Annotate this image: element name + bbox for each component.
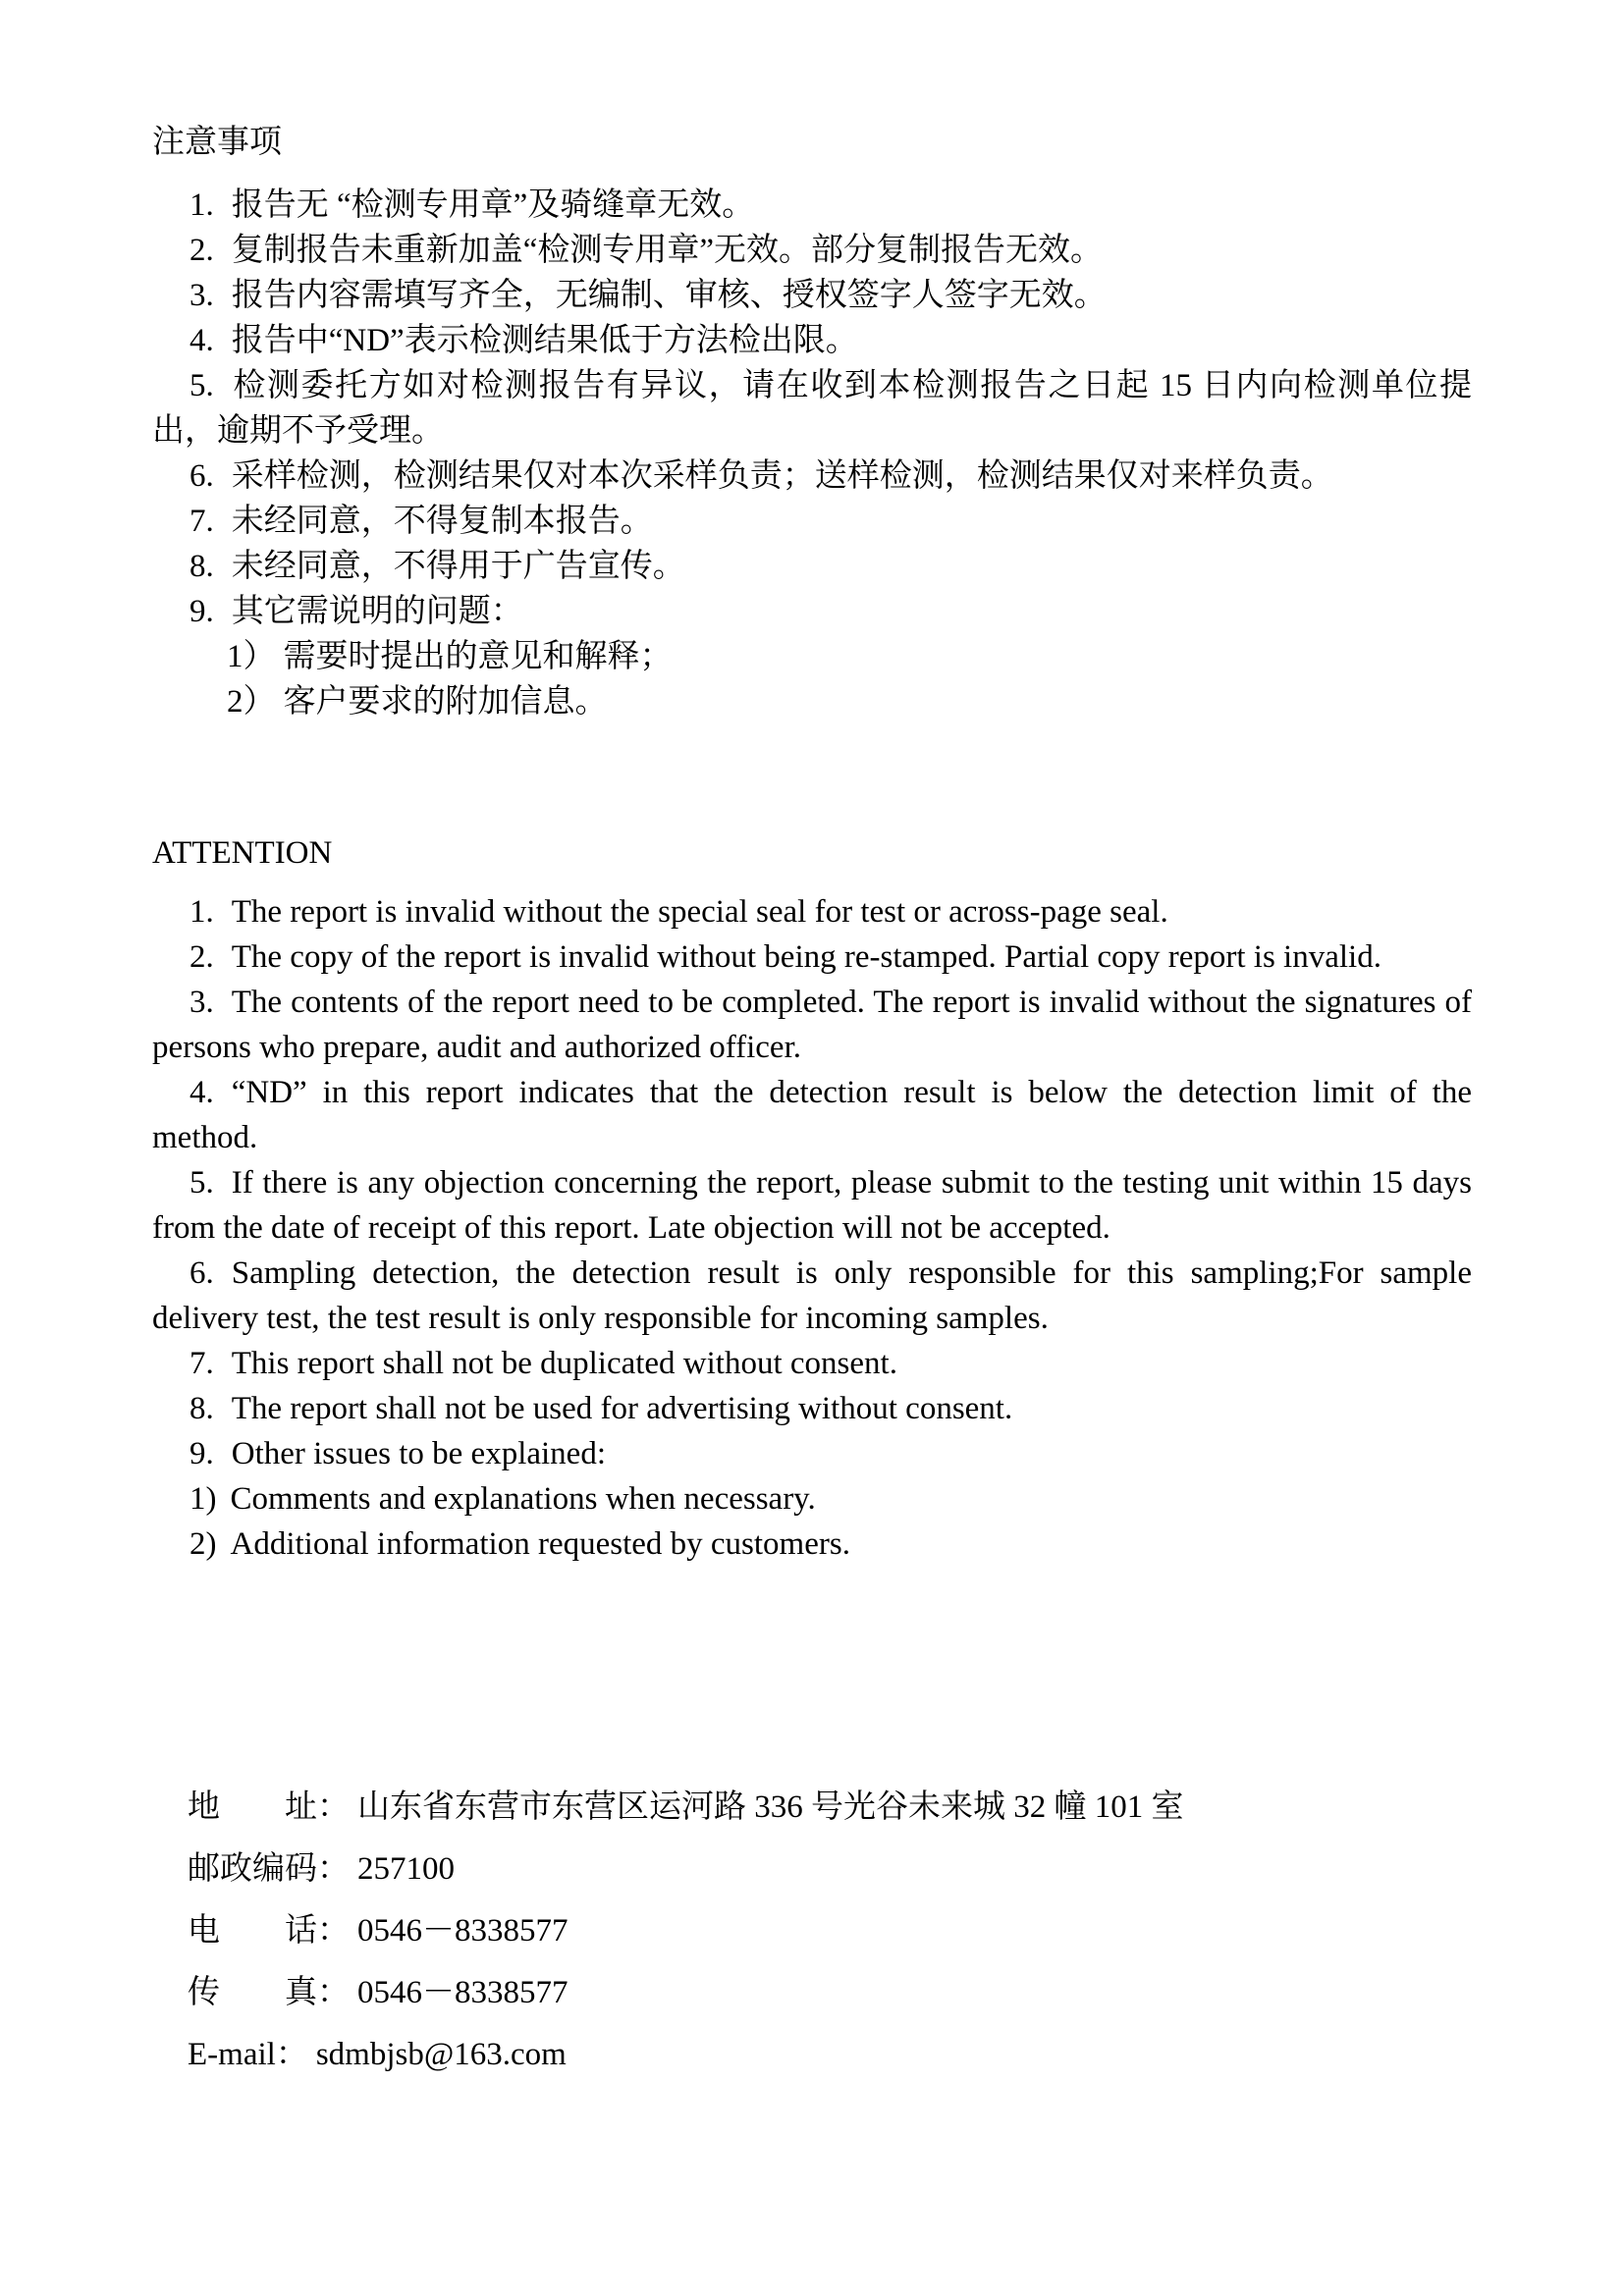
attention-en-item-1	[152, 889, 1472, 934]
item-text: The report shall not be used for advertising without consent.	[231, 1391, 1013, 1426]
notice-cn-subitem-1	[152, 634, 1472, 679]
attention-en-item-5	[152, 1160, 1472, 1251]
item-text: Sampling detection, the detection result is only responsible for this sampling;For sample delivery test, the test result is only responsible for incoming samples.	[152, 1255, 1472, 1336]
item-number: 2.	[189, 939, 214, 975]
item-number: 1.	[189, 187, 214, 223]
item-number: 7.	[189, 504, 214, 539]
item-text: The contents of the report need to be completed. The report is invalid without the signatures of persons who prepare, audit and authorized officer.	[152, 985, 1472, 1065]
notice-cn-item-3	[152, 273, 1472, 318]
item-text: 采样检测，检测结果仅对本次采样负责；送样检测，检测结果仅对来样负责。	[231, 458, 1333, 494]
attention-en-item-9	[152, 1431, 1472, 1476]
contact-address	[188, 1785, 1472, 1830]
notice-cn-item-7	[152, 499, 1472, 544]
attention-en-list	[152, 889, 1472, 1567]
item-text: 报告无 “检测专用章”及骑缝章无效。	[231, 187, 755, 223]
address-value: 山东省东营市东营区运河路 336 号光谷未来城 32 幢 101 室	[357, 1789, 1184, 1825]
item-number: 5.	[189, 368, 214, 403]
item-number: 2)	[189, 1526, 217, 1562]
item-text: “ND” in this report indicates that the detection result is below the detection limit of the method.	[152, 1075, 1472, 1155]
attention-en-item-4	[152, 1070, 1472, 1160]
attention-en-heading: ATTENTION	[152, 835, 333, 871]
item-number: 9.	[189, 1436, 214, 1471]
item-text: Additional information requested by customers.	[230, 1526, 850, 1562]
attention-en-item-2	[152, 934, 1472, 980]
contact-section	[152, 1785, 1472, 2077]
item-text: 未经同意，不得用于广告宣传。	[231, 549, 685, 584]
notice-cn-item-1	[152, 183, 1472, 228]
item-number: 4.	[189, 1075, 214, 1110]
item-text: If there is any objection concerning the report, please submit to the testing unit within 15 days from the date of receipt of this report. Late objection will not be accepted.	[152, 1165, 1472, 1246]
item-number: 6.	[189, 1255, 214, 1291]
notice-cn-item-8	[152, 544, 1472, 589]
attention-en-section	[152, 830, 1472, 1567]
item-text: 其它需说明的问题：	[231, 594, 523, 629]
notice-cn-item-2	[152, 228, 1472, 273]
item-number: 9.	[189, 594, 214, 629]
notice-cn-heading: 注意事项	[152, 125, 282, 160]
item-number: 2）	[227, 684, 276, 720]
item-number: 2.	[189, 233, 214, 268]
attention-en-item-8	[152, 1386, 1472, 1431]
phone-label: 电 话：	[188, 1913, 350, 1949]
attention-en-item-3	[152, 980, 1472, 1070]
item-text: Comments and explanations when necessary.	[230, 1481, 816, 1517]
attention-en-item-7	[152, 1341, 1472, 1386]
item-text: The report is invalid without the special seal for test or across-page seal.	[231, 894, 1168, 930]
fax-label: 传 真：	[188, 1975, 350, 2010]
contact-email	[188, 2032, 1472, 2077]
postcode-value: 257100	[357, 1851, 455, 1887]
item-text: 需要时提出的意见和解释；	[283, 639, 673, 674]
item-number: 8.	[189, 1391, 214, 1426]
item-text: 未经同意，不得复制本报告。	[231, 504, 653, 539]
item-number: 7.	[189, 1346, 214, 1381]
email-value: sdmbjsb@163.com	[315, 2037, 567, 2072]
item-text: Other issues to be explained:	[231, 1436, 606, 1471]
email-label: E-mail：	[188, 2037, 308, 2072]
address-label: 地 址：	[188, 1789, 350, 1825]
item-text: 检测委托方如对检测报告有异议，请在收到本检测报告之日起 15 日内向检测单位提出，逾期不予受理。	[152, 368, 1472, 449]
attention-en-subitem-2	[152, 1522, 1472, 1567]
item-number: 6.	[189, 458, 214, 494]
item-number: 5.	[189, 1165, 214, 1201]
notice-cn-section	[152, 120, 1472, 724]
postcode-label: 邮政编码：	[188, 1851, 350, 1887]
item-number: 3.	[189, 278, 214, 313]
item-number: 1.	[189, 894, 214, 930]
item-number: 1)	[189, 1481, 217, 1517]
phone-value: 0546－8338577	[357, 1913, 568, 1949]
contact-phone	[188, 1908, 1472, 1953]
item-text: 报告中“ND”表示检测结果低于方法检出限。	[231, 323, 858, 358]
notice-cn-item-4	[152, 318, 1472, 363]
item-text: 报告内容需填写齐全，无编制、审核、授权签字人签字无效。	[231, 278, 1107, 313]
notice-cn-subitem-2	[152, 679, 1472, 724]
notice-cn-item-9	[152, 589, 1472, 634]
attention-en-subitem-1	[152, 1476, 1472, 1522]
item-text: The copy of the report is invalid without being re-stamped. Partial copy report is invalid.	[231, 939, 1381, 975]
item-number: 3.	[189, 985, 214, 1020]
item-number: 8.	[189, 549, 214, 584]
attention-en-item-6	[152, 1251, 1472, 1341]
contact-postcode	[188, 1846, 1472, 1892]
notice-cn-list	[152, 183, 1472, 724]
notice-cn-item-6	[152, 454, 1472, 499]
item-text: 复制报告未重新加盖“检测专用章”无效。部分复制报告无效。	[231, 233, 1104, 268]
contact-fax	[188, 1970, 1472, 2015]
notice-cn-item-5	[152, 363, 1472, 454]
item-text: 客户要求的附加信息。	[283, 684, 608, 720]
fax-value: 0546－8338577	[357, 1975, 568, 2010]
item-number: 1）	[227, 639, 276, 674]
item-number: 4.	[189, 323, 214, 358]
item-text: This report shall not be duplicated without consent.	[231, 1346, 897, 1381]
